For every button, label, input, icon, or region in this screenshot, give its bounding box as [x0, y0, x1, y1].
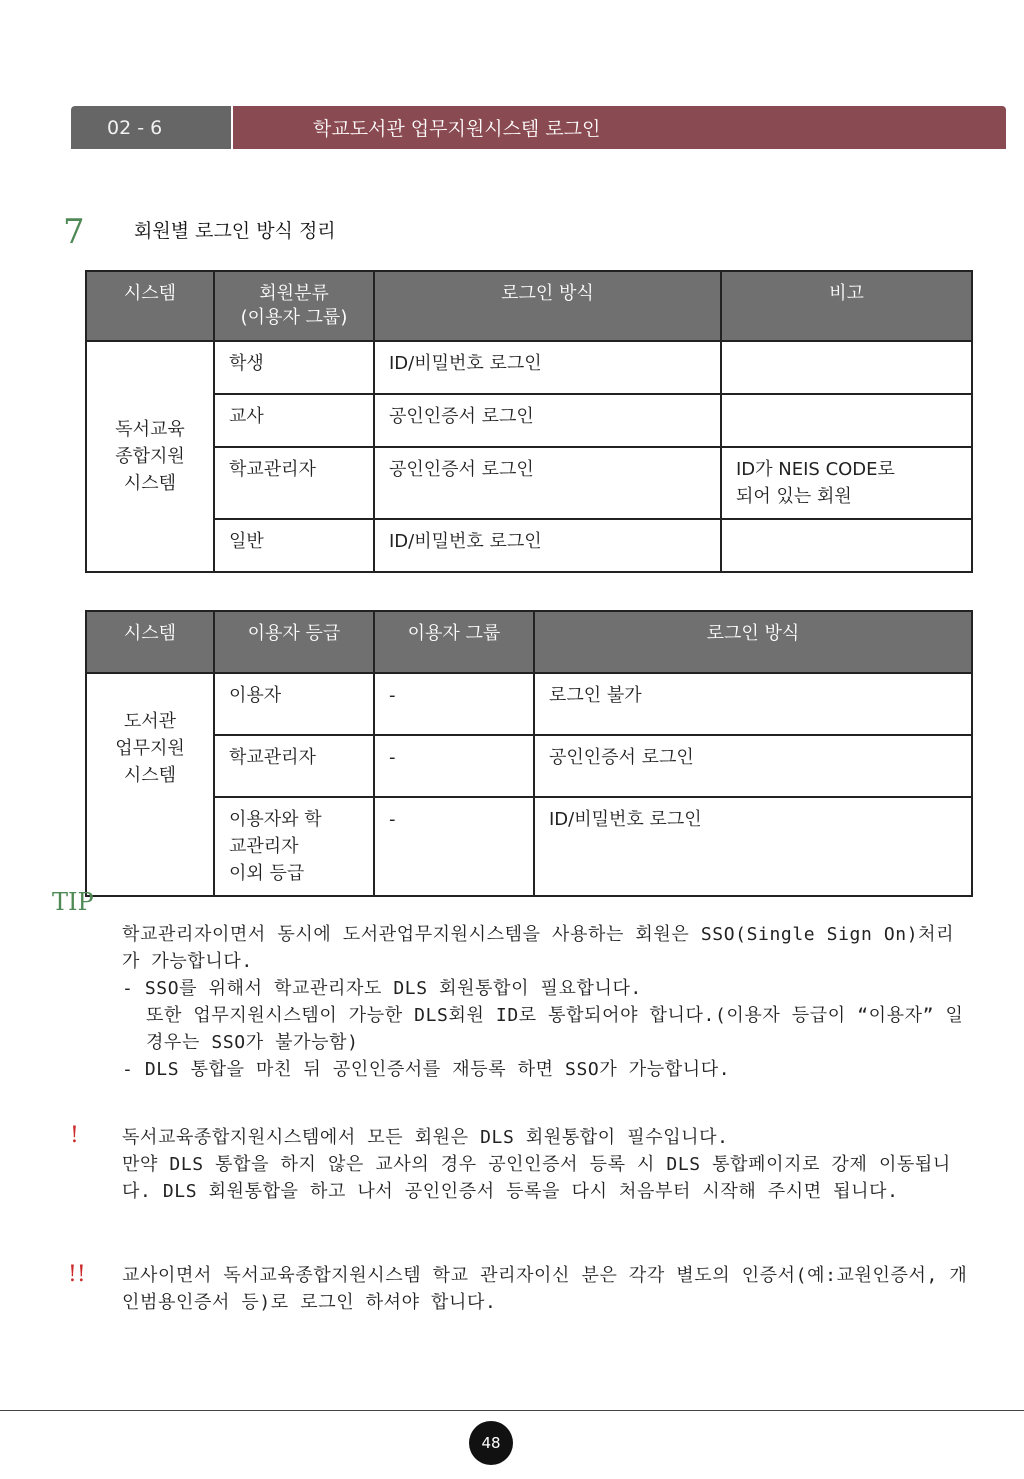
- grade-cell: 학교관리자: [214, 735, 374, 797]
- tip-line: - SSO를 위해서 학교관리자도 DLS 회원통합이 필요합니다.: [122, 978, 642, 999]
- warning-line: 독서교육종합지원시스템에서 모든 회원은 DLS 회원통합이 필수입니다.: [122, 1127, 729, 1148]
- system-name-cell: 도서관 업무지원 시스템: [86, 673, 214, 896]
- header-note: 비고: [721, 271, 972, 341]
- tip-line: - DLS 통합을 마친 뒤 공인인증서를 재등록 하면 SSO가 가능합니다.: [122, 1059, 731, 1080]
- warning-line: 교사이면서 독서교육종합지원시스템 학교 관리자이신 분은 각각 별도의 인증서(예:교원인증서, 개인범용인증서 등)로 로그인 하셔야 합니다.: [122, 1265, 968, 1313]
- table-header-row: [86, 271, 972, 341]
- warning-line: 만약 DLS 통합을 하지 않은 교사의 경우 공인인증서 등록 시 DLS 통합페이지로 강제 이동됩니다. DLS 회원통합을 하고 나서 공인인증서 등록을 다시 처음부터 시작해 주시면 됩니다.: [122, 1154, 951, 1202]
- chapter-title: 학교도서관 업무지원시스템 로그인: [233, 106, 1006, 149]
- note-cell: [721, 341, 972, 394]
- section-title: 회원별 로그인 방식 정리: [134, 220, 336, 242]
- login-method-table-reading-system: [85, 270, 973, 573]
- table-row: [86, 673, 972, 735]
- note-cell: [721, 519, 972, 572]
- table-row: [86, 394, 972, 447]
- table-row: [86, 447, 972, 519]
- tip-label: TIP: [52, 888, 94, 916]
- system-name-cell: 독서교육 종합지원 시스템: [86, 341, 214, 572]
- method-cell: 공인인증서 로그인: [374, 447, 721, 519]
- group-cell: -: [374, 797, 534, 896]
- table-row: [86, 735, 972, 797]
- table-header-row: [86, 611, 972, 673]
- warning-text-block: [122, 1262, 972, 1316]
- table-row: [86, 341, 972, 394]
- group-cell: -: [374, 673, 534, 735]
- tip-text-block: [122, 921, 972, 1083]
- header-login-method: 로그인 방식: [534, 611, 972, 673]
- chapter-header-bar: [71, 106, 1006, 149]
- method-cell: ID/비밀번호 로그인: [374, 341, 721, 394]
- category-cell: 일반: [214, 519, 374, 572]
- method-cell: 공인인증서 로그인: [374, 394, 721, 447]
- note-cell: [721, 394, 972, 447]
- header-system: 시스템: [86, 271, 214, 341]
- group-cell: -: [374, 735, 534, 797]
- footer-divider: [0, 1410, 1024, 1411]
- header-user-grade: 이용자 등급: [214, 611, 374, 673]
- method-cell: 로그인 불가: [534, 673, 972, 735]
- category-cell: 학교관리자: [214, 447, 374, 519]
- method-cell: ID/비밀번호 로그인: [534, 797, 972, 896]
- header-member-category: 회원분류 (이용자 그룹): [214, 271, 374, 341]
- tip-line: 학교관리자이면서 동시에 도서관업무지원시스템을 사용하는 회원은 SSO(Single Sign On)처리가 가능합니다.: [122, 924, 955, 972]
- table-row: [86, 519, 972, 572]
- header-system: 시스템: [86, 611, 214, 673]
- warning-text-block: [122, 1124, 972, 1205]
- note-cell: ID가 NEIS CODE로 되어 있는 회원: [721, 447, 972, 519]
- category-cell: 학생: [214, 341, 374, 394]
- page-number-badge: 48: [469, 1421, 513, 1465]
- header-user-group: 이용자 그룹: [374, 611, 534, 673]
- grade-cell: 이용자: [214, 673, 374, 735]
- table-row: [86, 797, 972, 896]
- warning-double-exclamation-icon: !!: [68, 1262, 86, 1287]
- method-cell: ID/비밀번호 로그인: [374, 519, 721, 572]
- grade-cell: 이용자와 학 교관리자 이외 등급: [214, 797, 374, 896]
- warning-exclamation-icon: !: [70, 1123, 79, 1148]
- login-method-table-library-system: [85, 610, 973, 897]
- method-cell: 공인인증서 로그인: [534, 735, 972, 797]
- chapter-code: 02 - 6: [71, 106, 233, 149]
- tip-line: 또한 업무지원시스템이 가능한 DLS회원 ID로 통합되어야 합니다.(이용자 등급이 “이용자” 일 경우는 SSO가 불가능함): [146, 1005, 964, 1053]
- section-number: 7: [63, 212, 85, 252]
- header-login-method: 로그인 방식: [374, 271, 721, 341]
- category-cell: 교사: [214, 394, 374, 447]
